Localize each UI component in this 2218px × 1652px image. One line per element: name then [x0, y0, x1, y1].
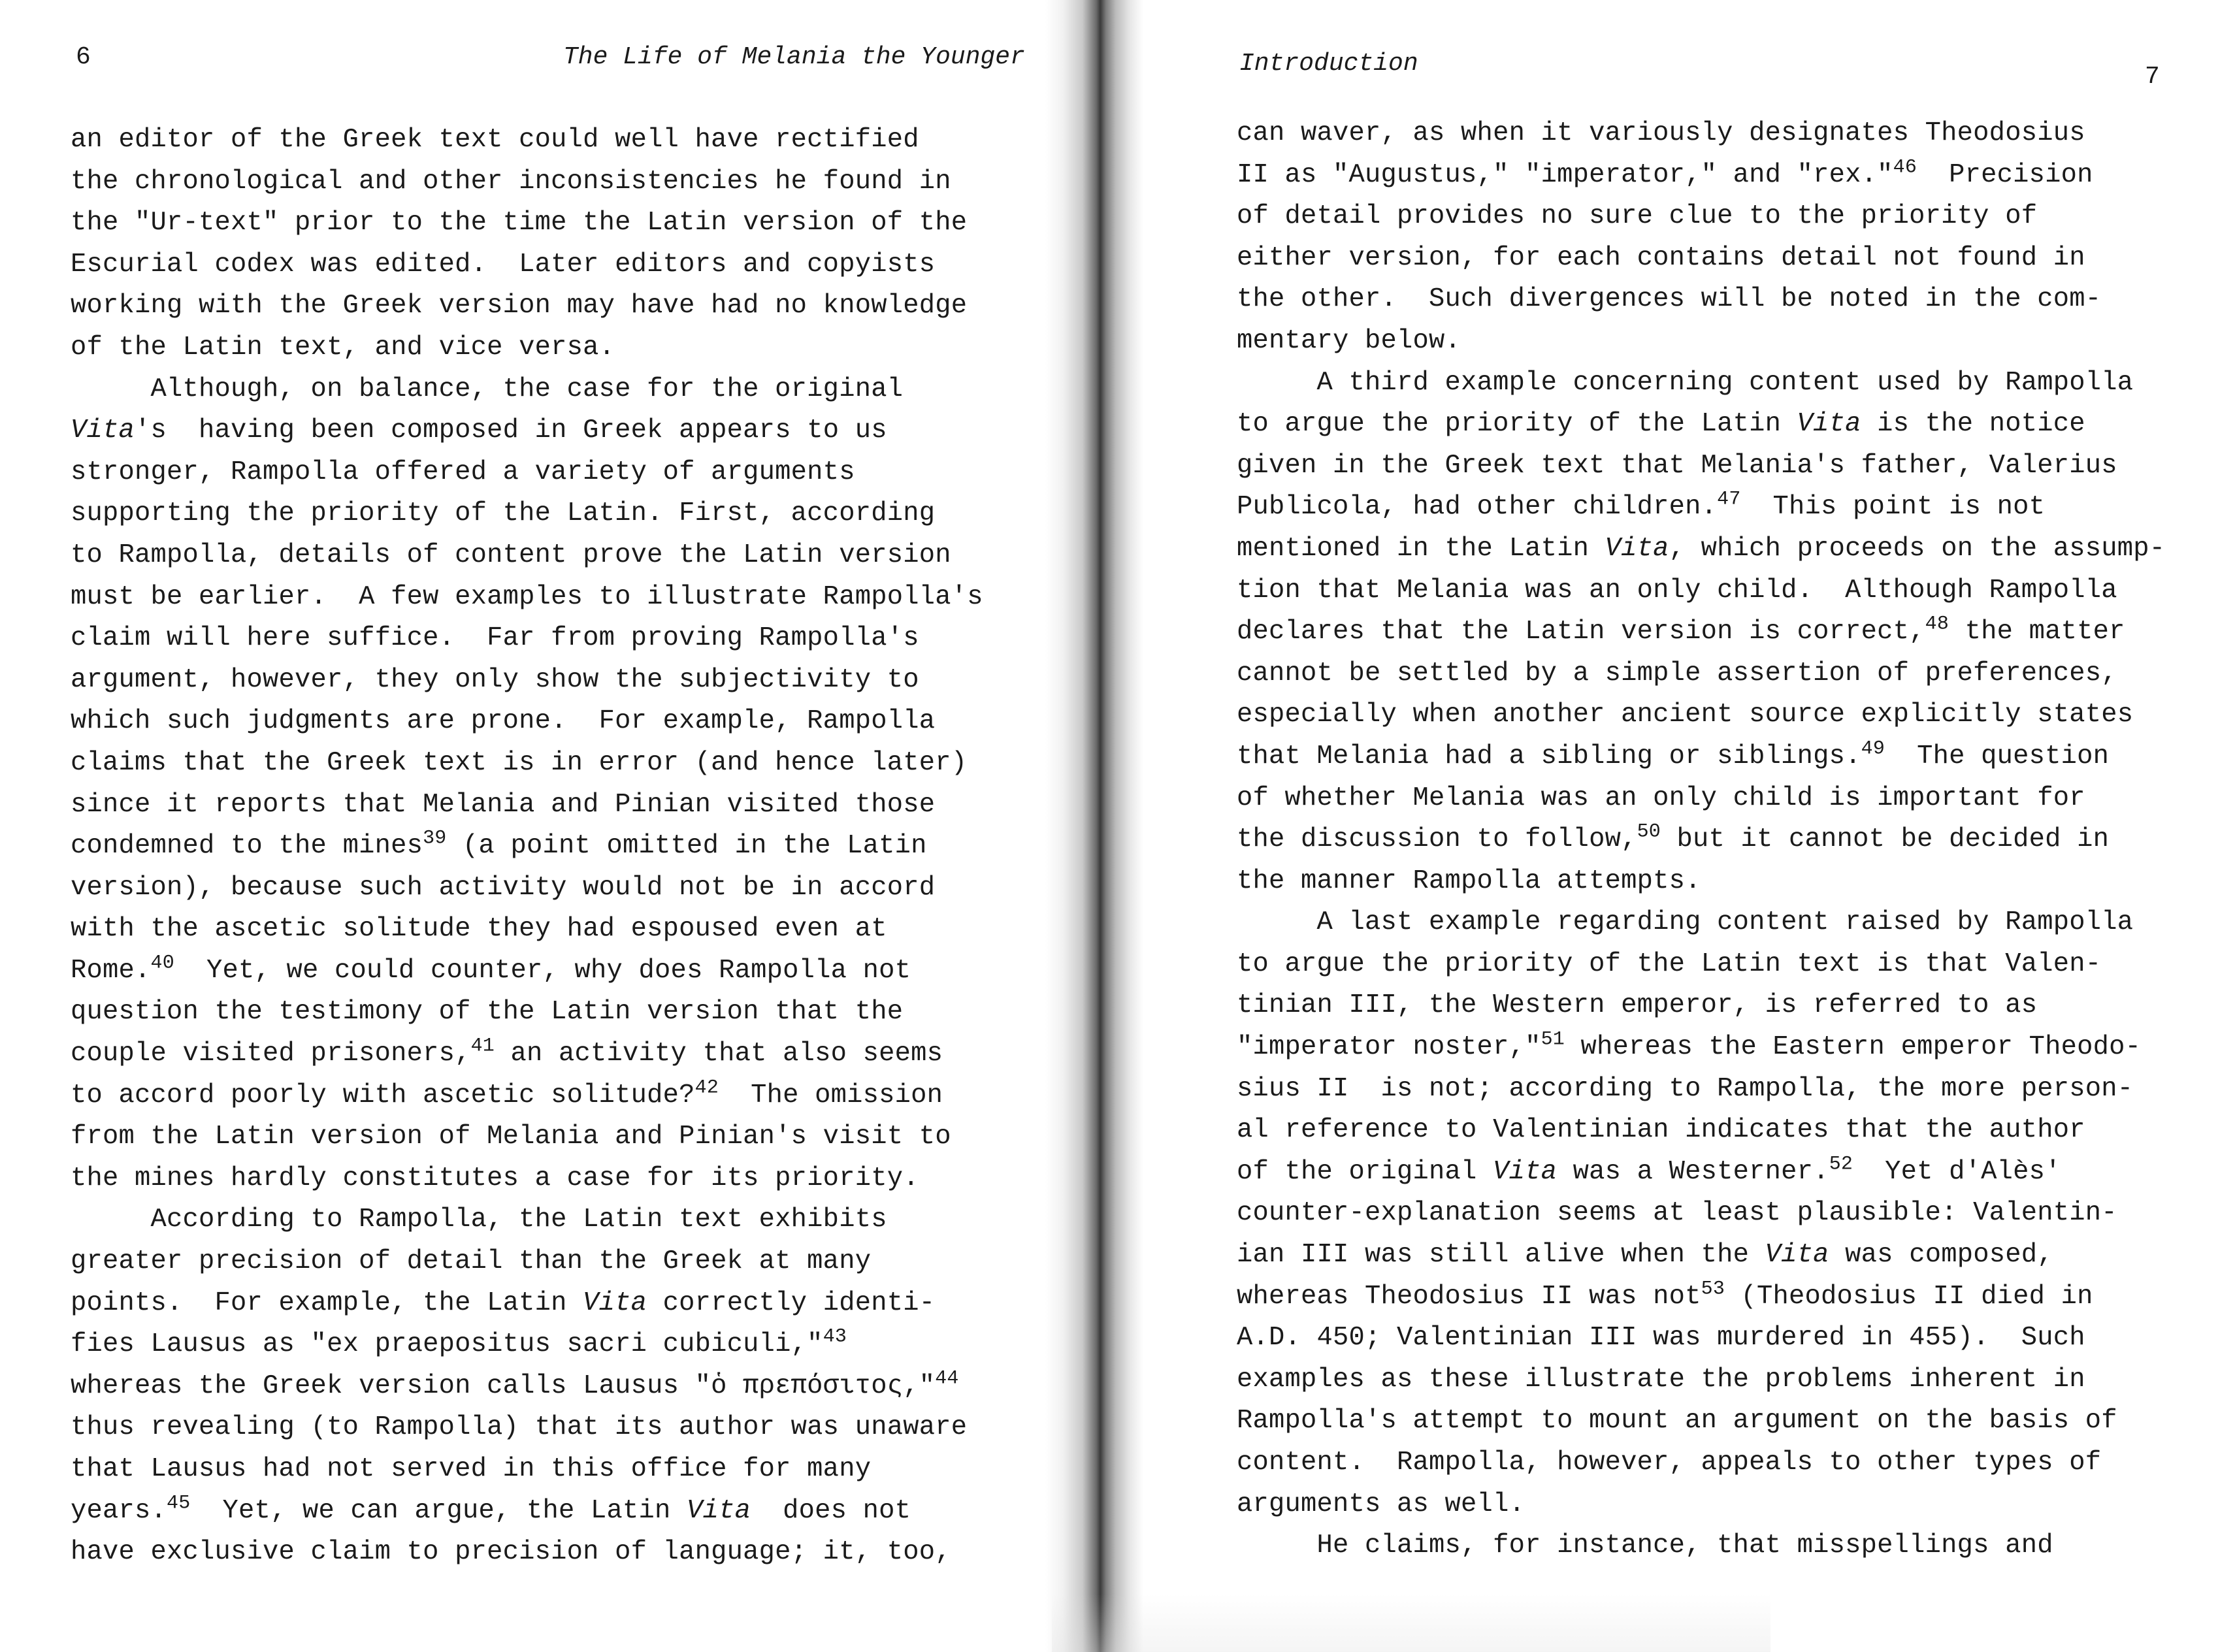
text-segment: , which proceeds on the assump- — [1669, 533, 2166, 564]
text-line — [1237, 196, 2165, 238]
text-line — [71, 202, 983, 244]
running-head-right: Introduction — [1239, 50, 1418, 78]
italic-term: Vita — [1605, 533, 1669, 564]
text-segment: given in the Greek text that Melania's father, Valerius — [1237, 450, 2117, 481]
text-segment: question the testimony of the Latin version that the — [71, 997, 904, 1028]
text-segment: to accord poorly with ascetic solitude? — [71, 1080, 695, 1110]
text-segment: greater precision of detail than the Greek at many — [71, 1246, 872, 1277]
text-segment: since it reports that Melania and Pinian visited those — [71, 789, 936, 820]
text-segment: al reference to Valentinian indicates that the author — [1237, 1115, 2085, 1146]
left-page — [0, 0, 1071, 1652]
text-line — [1237, 404, 2165, 445]
text-line — [1237, 1152, 2165, 1193]
text-segment: arguments as well. — [1237, 1489, 1525, 1519]
text-segment: especially when another ancient source explicitly states — [1237, 700, 2134, 730]
text-line — [1237, 736, 2165, 778]
text-segment: of the Latin text, and vice versa. — [71, 332, 615, 363]
text-line — [1237, 155, 2165, 197]
text-segment: Publicola, had other children. — [1237, 492, 1718, 523]
text-line — [71, 950, 983, 992]
text-line — [1237, 778, 2165, 820]
text-segment: A last example regarding content raised by Rampolla — [1237, 907, 2134, 938]
text-line — [71, 1283, 983, 1325]
text-line — [71, 369, 983, 411]
text-segment: mentary below. — [1237, 325, 1461, 356]
text-line — [1237, 902, 2165, 944]
text-segment: A third example concerning content used by Rampolla — [1237, 367, 2134, 398]
text-segment: Rampolla's attempt to mount an argument on the basis of — [1237, 1406, 2117, 1436]
footnote-ref: 49 — [1861, 737, 1885, 760]
text-line — [71, 867, 983, 909]
footnote-ref: 53 — [1701, 1278, 1725, 1301]
text-segment: Yet, we can argue, the Latin — [190, 1495, 687, 1526]
text-line — [1237, 321, 2165, 363]
text-segment: A.D. 450; Valentinian III was murdered in 455). Such — [1237, 1323, 2085, 1353]
right-page-body-text — [1237, 113, 2165, 1567]
text-line — [71, 701, 983, 743]
text-line — [1237, 861, 2165, 903]
text-segment: claim will here suffice. Far from proving Rampolla's — [71, 623, 919, 654]
text-line — [1237, 1442, 2165, 1484]
text-segment: counter-explanation seems at least plausible: Valentin- — [1237, 1198, 2117, 1229]
text-segment: cannot be settled by a simple assertion of preferences, — [1237, 658, 2117, 688]
text-line — [71, 1033, 983, 1075]
italic-term: Vita — [583, 1288, 647, 1318]
text-line — [1237, 1235, 2165, 1276]
text-segment: couple visited prisoners, — [71, 1039, 471, 1069]
page-number-left: 6 — [76, 43, 91, 71]
text-line — [1237, 1525, 2165, 1567]
text-segment: have exclusive claim to precision of language; it, too, — [71, 1537, 951, 1568]
text-line — [71, 1324, 983, 1366]
text-line — [1237, 819, 2165, 861]
footnote-ref: 43 — [823, 1325, 847, 1348]
text-line — [1237, 363, 2165, 404]
text-segment: but it cannot be decided in — [1661, 824, 2110, 855]
text-segment: whereas Theodosius II was not — [1237, 1281, 1701, 1312]
text-segment: that Lausus had not served in this office for many — [71, 1454, 872, 1484]
text-segment: He claims, for instance, that misspellings and — [1237, 1531, 2053, 1561]
text-segment: the chronological and other inconsistencies he found in — [71, 166, 951, 197]
text-segment: to argue the priority of the Latin text is that Valen- — [1237, 948, 2102, 979]
text-line — [1237, 528, 2165, 570]
text-line — [1237, 1193, 2165, 1235]
text-segment: an activity that also seems — [495, 1039, 943, 1069]
footnote-ref: 51 — [1541, 1028, 1565, 1051]
text-segment: years. — [71, 1495, 167, 1526]
text-line — [71, 285, 983, 327]
left-page-body-text — [71, 120, 983, 1574]
text-line — [71, 992, 983, 1033]
text-line — [71, 577, 983, 619]
text-line — [71, 327, 983, 369]
text-segment: an editor of the Greek text could well have rectified — [71, 125, 919, 155]
text-line — [1237, 570, 2165, 612]
running-head-left: The Life of Melania the Younger — [563, 43, 1025, 71]
text-segment: from the Latin version of Melania and Pinian's visit to — [71, 1122, 951, 1152]
text-segment: Precision — [1917, 159, 2093, 190]
text-segment: can waver, as when it variously designates Theodosius — [1237, 118, 2085, 148]
text-segment: thus revealing (to Rampolla) that its author was unaware — [71, 1412, 968, 1443]
text-segment: claims that the Greek text is in error (and hence later) — [71, 747, 968, 778]
text-line — [71, 1449, 983, 1491]
footnote-ref: 39 — [423, 827, 447, 850]
text-line — [71, 1407, 983, 1449]
footnote-ref: 44 — [935, 1367, 959, 1390]
text-line — [71, 1158, 983, 1200]
text-segment: declares that the Latin version is correct, — [1237, 617, 1925, 647]
text-line — [1237, 653, 2165, 695]
text-segment: mentioned in the Latin — [1237, 533, 1605, 564]
footnote-ref: 47 — [1717, 488, 1741, 511]
footnote-ref: 41 — [470, 1035, 495, 1058]
text-line — [71, 1491, 983, 1532]
footnote-ref: 50 — [1637, 820, 1661, 843]
text-segment: fies Lausus as "ex praepositus sacri cubiculi," — [71, 1329, 823, 1360]
text-segment: the "Ur-text" prior to the time the Latin version of the — [71, 208, 968, 238]
text-line — [71, 452, 983, 494]
text-segment: ian III was still alive when the — [1237, 1240, 1765, 1271]
text-segment: which such judgments are prone. For example, Rampolla — [71, 706, 936, 737]
text-segment: Rome. — [71, 955, 151, 986]
text-line — [71, 743, 983, 785]
text-line — [71, 1075, 983, 1117]
text-segment: Although, on balance, the case for the original — [71, 374, 904, 404]
footnote-ref: 46 — [1893, 156, 1917, 179]
text-segment: examples as these illustrate the problems inherent in — [1237, 1364, 2085, 1395]
text-segment: with the ascetic solitude they had espoused even at — [71, 914, 887, 945]
footnote-ref: 42 — [694, 1077, 719, 1099]
text-line — [1237, 1401, 2165, 1442]
text-segment: content. Rampolla, however, appeals to other types of — [1237, 1448, 2102, 1478]
text-segment: of detail provides no sure clue to the priority of — [1237, 201, 2038, 232]
text-line — [1237, 279, 2165, 321]
text-segment: supporting the priority of the Latin. First, according — [71, 498, 936, 529]
text-line — [71, 785, 983, 826]
text-line — [1237, 985, 2165, 1027]
text-segment: was a Westerner. — [1557, 1156, 1829, 1187]
text-segment: 's having been composed in Greek appears to us — [135, 415, 887, 446]
text-segment: tion that Melania was an only child. Although Rampolla — [1237, 575, 2117, 606]
text-line — [1237, 1484, 2165, 1526]
text-line — [1237, 1359, 2165, 1401]
footnote-ref: 40 — [150, 952, 174, 975]
text-segment: points. For example, the Latin — [71, 1288, 583, 1318]
text-segment: (a point omitted in the Latin — [446, 831, 927, 862]
text-segment: must be earlier. A few examples to illustrate Rampolla's — [71, 581, 983, 612]
text-segment: the discussion to follow, — [1237, 824, 1637, 855]
text-segment: argument, however, they only show the subjectivity to — [71, 664, 919, 695]
text-segment: Escurial codex was edited. Later editors and copyists — [71, 249, 936, 280]
text-line — [1237, 1276, 2165, 1318]
text-segment: the matter — [1949, 617, 2125, 647]
text-segment: was composed, — [1829, 1240, 2053, 1271]
text-segment: The question — [1885, 741, 2110, 771]
text-segment: II as "Augustus," "imperator," and "rex." — [1237, 159, 1893, 190]
text-segment: sius II is not; according to Rampolla, the more person- — [1237, 1073, 2134, 1104]
text-line — [1237, 1069, 2165, 1110]
text-line — [71, 120, 983, 161]
text-segment: to argue the priority of the Latin — [1237, 409, 1797, 440]
text-segment: does not — [751, 1495, 911, 1526]
text-segment: the manner Rampolla attempts. — [1237, 866, 1701, 896]
text-segment: whereas the Greek version calls Lausus "ὁ πρεπόσιτος," — [71, 1370, 936, 1401]
text-line — [1237, 1318, 2165, 1359]
text-segment: the other. Such divergences will be noted in the com- — [1237, 284, 2102, 315]
text-line — [1237, 611, 2165, 653]
text-segment: This point is not — [1740, 492, 2046, 523]
text-segment: "imperator noster," — [1237, 1032, 1541, 1063]
text-segment: is the notice — [1861, 409, 2085, 440]
text-segment: Yet d'Alès' — [1853, 1156, 2061, 1187]
text-segment: of the original — [1237, 1156, 1493, 1187]
text-segment: working with the Greek version may have had no knowledge — [71, 291, 968, 321]
text-line — [71, 1366, 983, 1408]
text-segment: Yet, we could counter, why does Rampolla not — [174, 955, 911, 986]
text-line — [71, 1241, 983, 1283]
text-line — [71, 660, 983, 702]
italic-term: Vita — [1493, 1156, 1557, 1187]
text-segment: of whether Melania was an only child is important for — [1237, 783, 2085, 813]
text-line — [71, 909, 983, 950]
footnote-ref: 52 — [1829, 1153, 1853, 1176]
text-segment: the mines hardly constitutes a case for its priority. — [71, 1163, 919, 1193]
text-line — [1237, 944, 2165, 986]
text-line — [71, 826, 983, 867]
text-line — [1237, 445, 2165, 487]
footnote-ref: 48 — [1925, 613, 1949, 636]
text-line — [71, 493, 983, 535]
text-segment: whereas the Eastern emperor Theodo- — [1564, 1032, 2142, 1063]
text-line — [1237, 694, 2165, 736]
italic-term: Vita — [71, 415, 135, 446]
text-segment: (Theodosius II died in — [1725, 1281, 2093, 1312]
text-line — [71, 1532, 983, 1574]
text-segment: to Rampolla, details of content prove the Latin version — [71, 540, 951, 570]
text-segment: that Melania had a sibling or siblings. — [1237, 741, 1861, 771]
text-line — [1237, 1110, 2165, 1152]
text-line — [71, 1116, 983, 1158]
text-line — [71, 244, 983, 286]
text-line — [71, 161, 983, 203]
text-line — [1237, 238, 2165, 280]
text-line — [71, 535, 983, 577]
text-segment: version), because such activity would not be in accord — [71, 872, 936, 903]
text-line — [1237, 113, 2165, 155]
text-segment: tinian III, the Western emperor, is referred to as — [1237, 990, 2038, 1021]
text-segment: stronger, Rampolla offered a variety of arguments — [71, 457, 855, 487]
text-line — [1237, 1027, 2165, 1069]
text-segment: According to Rampolla, the Latin text exhibits — [71, 1205, 887, 1235]
text-segment: The omission — [719, 1080, 943, 1110]
italic-term: Vita — [1797, 409, 1861, 440]
text-segment: either version, for each contains detail not found in — [1237, 242, 2085, 273]
italic-term: Vita — [687, 1495, 751, 1526]
text-segment: condemned to the mines — [71, 831, 423, 862]
text-line — [1237, 487, 2165, 528]
text-line — [71, 618, 983, 660]
text-segment: correctly identi- — [647, 1288, 936, 1318]
italic-term: Vita — [1765, 1240, 1829, 1271]
text-line — [71, 1199, 983, 1241]
page-number-right: 7 — [2145, 63, 2161, 91]
footnote-ref: 45 — [167, 1492, 191, 1515]
text-line — [71, 410, 983, 452]
